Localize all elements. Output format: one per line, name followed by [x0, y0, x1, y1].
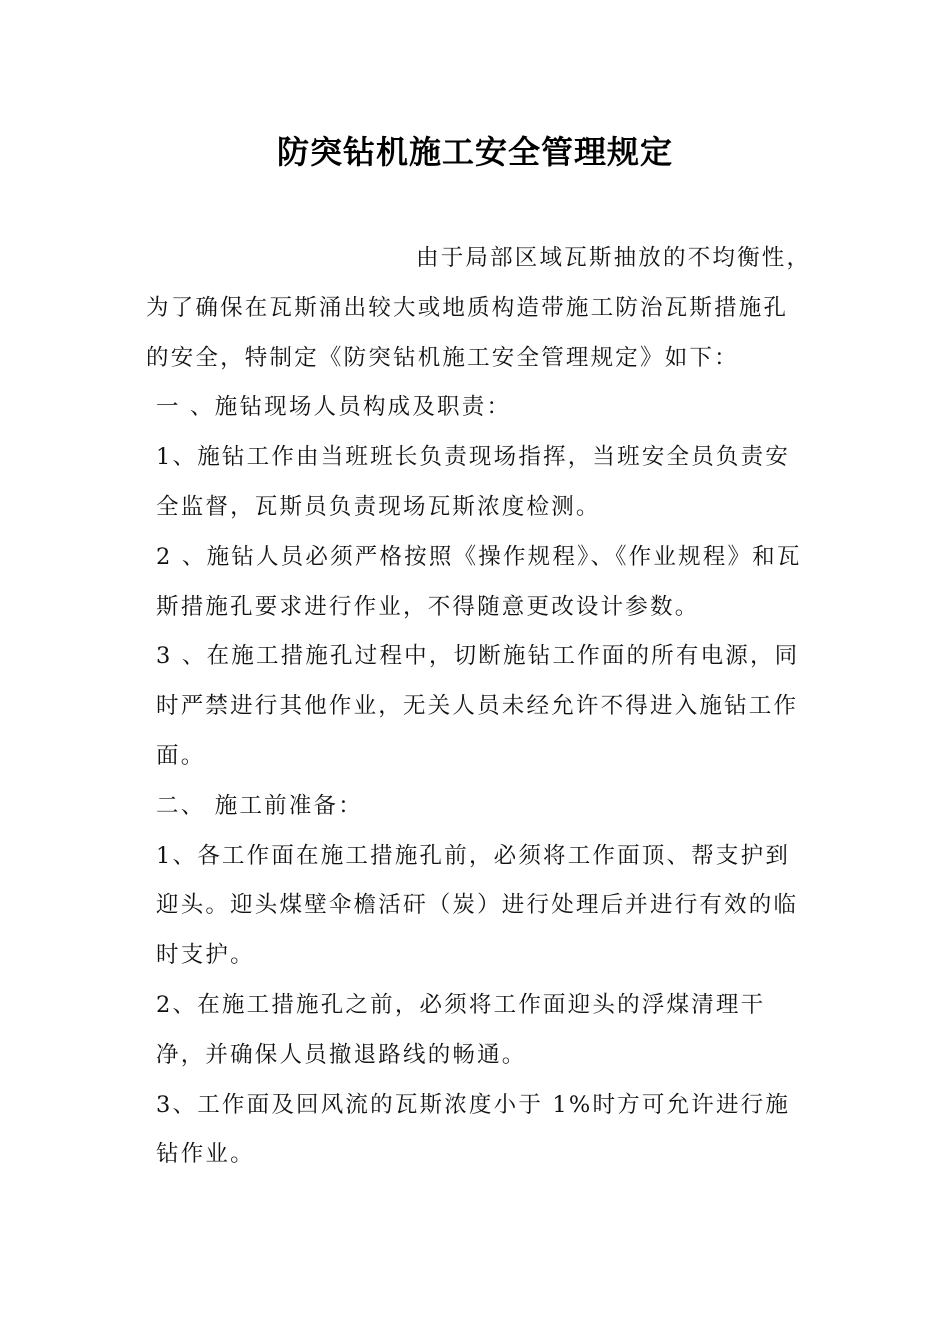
document-body [146, 234, 812, 1180]
section-1-item-1: 1、施钻工作由当班班长负责现场指挥，当班安全员负责安全监督，瓦斯员负责现场瓦斯浓度检测。 [156, 444, 791, 520]
intro-paragraph: 由于局部区域瓦斯抽放的不均衡性，为了确保在瓦斯涌出较大或地质构造带施工防治瓦斯措施孔的安全，特制定《防突钻机施工安全管理规定》如下： [146, 245, 812, 371]
section-1-item-3: 3 、在施工措施孔过程中，切断施钻工作面的所有电源，同时严禁进行其他作业，无关人员未经允许不得进入施钻工作面。 [156, 643, 800, 769]
section-1-item-2: 2 、施钻人员必须严格按照《操作规程》、《作业规程》和瓦斯措施孔要求进行作业，不得随意更改设计参数。 [156, 543, 802, 620]
section-2-item-3: 3、工作面及回风流的瓦斯浓度小于 1%时方可允许进行施钻作业。 [156, 1091, 791, 1168]
section-2-item-2: 2、在施工措施孔之前，必须将工作面迎头的浮煤清理干净，并确保人员撤退路线的畅通。 [156, 991, 766, 1068]
section-heading-1: 一 、施钻现场人员构成及职责： [156, 394, 512, 421]
section-2-item-1: 1、各工作面在施工措施孔前，必须将工作面顶、帮支护到迎头。迎头煤壁伞檐活矸（炭）进行处理后并进行有效的临时支护。 [156, 842, 799, 969]
document-title: 防突钻机施工安全管理规定 [276, 133, 673, 171]
section-heading-2: 二、 施工前准备： [156, 792, 363, 819]
